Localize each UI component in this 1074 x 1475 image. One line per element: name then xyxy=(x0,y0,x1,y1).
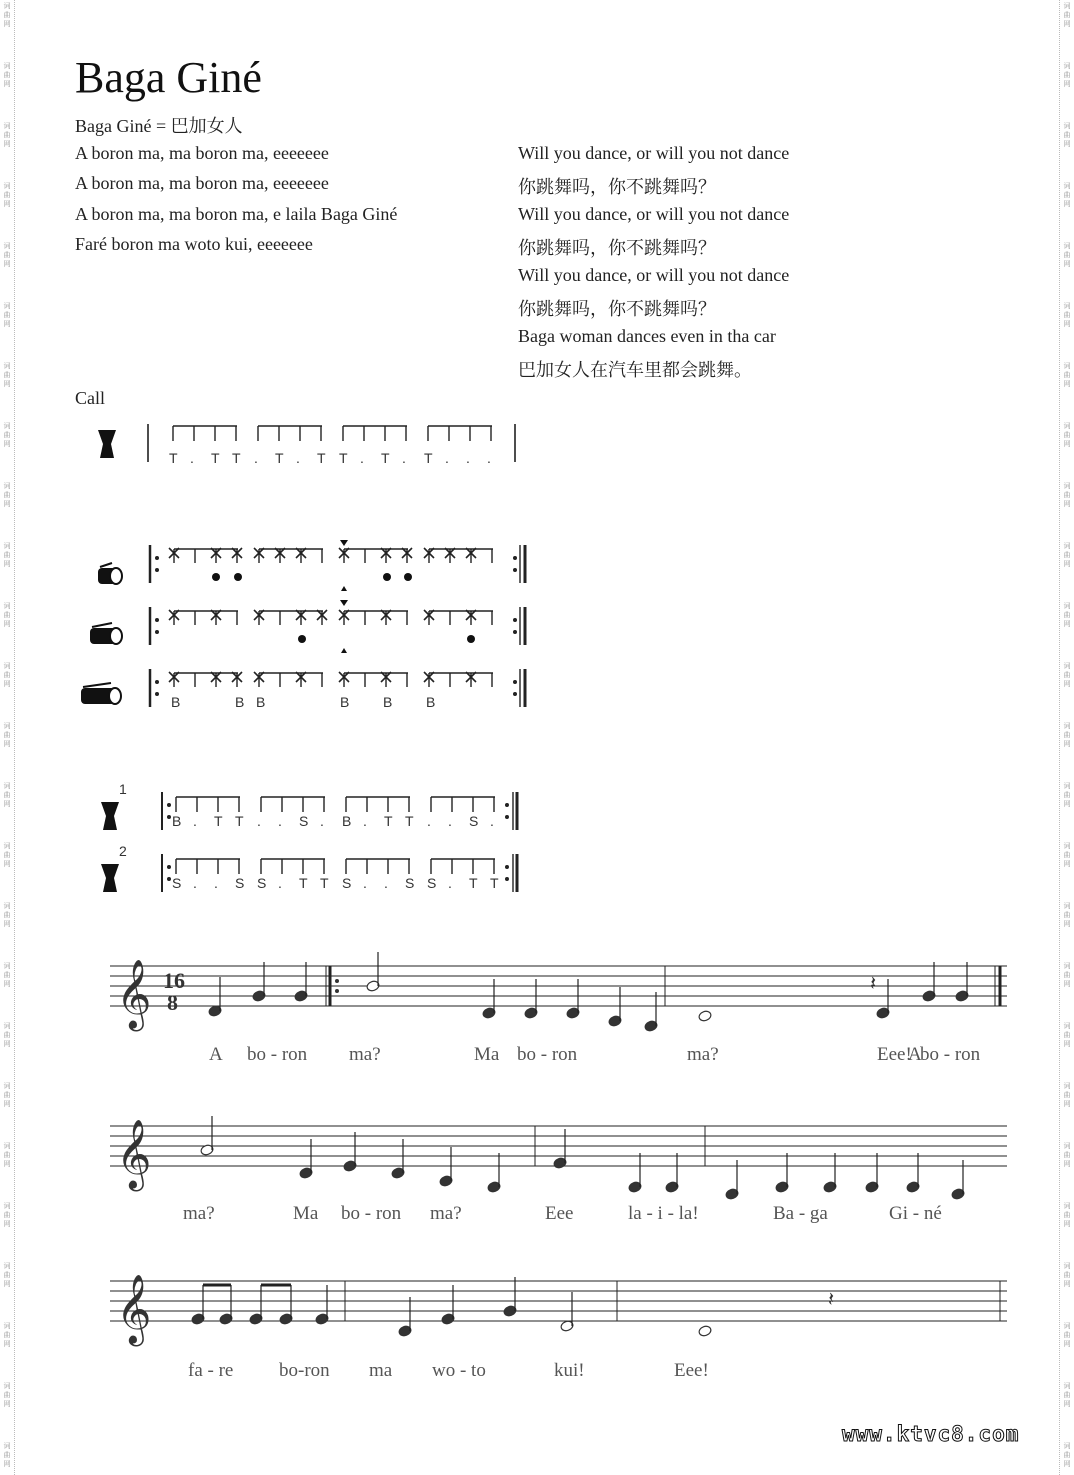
djembe2-row-stroke-label: . xyxy=(278,875,282,891)
side-mark-text: 词 曲 网 xyxy=(1063,782,1071,808)
djembe2-row-stroke-label: T xyxy=(299,875,308,891)
rest: 𝄽 xyxy=(828,1289,835,1311)
djembe2-row-stroke-label: T xyxy=(469,875,478,891)
side-mark-text: 词 曲 网 xyxy=(1063,362,1071,388)
side-mark-text: 词 曲 网 xyxy=(3,182,11,208)
djembe1-row-stroke-label: . xyxy=(257,813,261,829)
djembe1-row-stroke-label: T xyxy=(235,813,244,829)
djembe1-row-stroke-label: B xyxy=(342,813,352,829)
djembe2-row-end-dot xyxy=(505,865,509,869)
kenkeni-icon-head xyxy=(110,568,122,584)
dununba-bell-label: B xyxy=(340,694,350,710)
dundun-repeat-dot xyxy=(155,630,159,634)
dundun-repeat-dot xyxy=(155,692,159,696)
kenkeni-icon-stick xyxy=(100,563,112,567)
djembe1-row-stroke-label: . xyxy=(448,813,452,829)
dundun-end-dot xyxy=(513,556,517,560)
lyric-row-3: kui! xyxy=(554,1360,585,1381)
side-mark-text: 词 曲 网 xyxy=(3,482,11,508)
dundun-end-dot xyxy=(513,680,517,684)
lyric-row-1: A xyxy=(209,1044,223,1065)
call-stroke-label: . xyxy=(360,450,364,466)
lyric-right-8: 巴加女人在汽车里都会跳舞。 xyxy=(518,360,752,380)
side-mark-text: 词 曲 网 xyxy=(3,1142,11,1168)
djembe2-row-stroke-label: . xyxy=(384,875,388,891)
lyric-row-3: bo-ron xyxy=(279,1360,330,1381)
djembe2-row-stroke-label: S xyxy=(172,875,182,891)
lyric-row-1: bo - ron xyxy=(247,1044,308,1065)
side-mark-text: 词 曲 网 xyxy=(1063,2,1071,28)
side-mark-text: 词 曲 网 xyxy=(1063,1142,1071,1168)
side-mark-text: 词 曲 网 xyxy=(1063,722,1071,748)
call-stroke-label: . xyxy=(466,450,470,466)
side-mark-text: 词 曲 网 xyxy=(1063,962,1071,988)
rest: 𝄽 xyxy=(870,973,877,995)
repeat-dot xyxy=(335,979,339,983)
side-mark-text: 词 曲 网 xyxy=(3,1442,11,1468)
side-mark-text: 词 曲 网 xyxy=(1063,182,1071,208)
page-title: Baga Giné xyxy=(75,53,262,102)
side-mark-text: 词 曲 网 xyxy=(3,1082,11,1108)
call-stroke-label: T xyxy=(381,450,390,466)
djembe1-row-stroke-label: T xyxy=(384,813,393,829)
djembe2-row-stroke-label: S xyxy=(427,875,437,891)
dundun-repeat-dot xyxy=(155,680,159,684)
lyric-row-3: Eee! xyxy=(674,1360,709,1381)
djembe2-row-stroke-label: . xyxy=(193,875,197,891)
call-stroke-label: T xyxy=(211,450,220,466)
sangban-open-tone xyxy=(298,635,306,643)
side-mark-text: 词 曲 网 xyxy=(3,422,11,448)
watermark: www.ktvc8.com xyxy=(842,1422,1020,1446)
call-stroke-label: T xyxy=(424,450,433,466)
side-mark-text: 词 曲 网 xyxy=(3,1382,11,1408)
dununba-bell-label: B xyxy=(383,694,393,710)
side-mark-text: 词 曲 网 xyxy=(3,1322,11,1348)
side-mark-text: 词 曲 网 xyxy=(3,62,11,88)
djembe2-number: 2 xyxy=(119,843,127,859)
side-mark-text: 词 曲 网 xyxy=(3,2,11,28)
call-stroke-label: T xyxy=(339,450,348,466)
lyric-row-1: Eee! xyxy=(877,1044,912,1065)
lyric-row-1: bo - ron xyxy=(517,1044,578,1065)
djembe2-row-stroke-label: S xyxy=(342,875,352,891)
djembe1-row-stroke-label: T xyxy=(405,813,414,829)
side-mark-text: 词 曲 网 xyxy=(1063,1202,1071,1228)
kenkeni-open-tone xyxy=(212,573,220,581)
lyric-row-2: Gi - né xyxy=(889,1203,942,1224)
djembe1-number: 1 xyxy=(119,781,127,797)
djembe2-row-end-dot xyxy=(505,877,509,881)
djembe2-row-stroke-label: . xyxy=(448,875,452,891)
dundun-end-dot xyxy=(513,568,517,572)
djembe1-row-end-dot xyxy=(505,803,509,807)
staff-1-treble-clef: 𝄞 xyxy=(116,959,152,1029)
djembe2-row-stroke-label: S xyxy=(235,875,245,891)
side-mark-text: 词 曲 网 xyxy=(1063,1082,1071,1108)
djembe1-row-stroke-label: . xyxy=(193,813,197,829)
side-mark-text: 词 曲 网 xyxy=(3,962,11,988)
side-mark-text: 词 曲 网 xyxy=(3,602,11,628)
djembe1-row-stroke-label: . xyxy=(363,813,367,829)
lyric-row-3: fa - re xyxy=(188,1360,234,1381)
side-mark-text: 词 曲 网 xyxy=(1063,302,1071,328)
djembe2-icon xyxy=(101,864,119,892)
side-mark-text: 词 曲 网 xyxy=(3,1022,11,1048)
lyric-left-1: A boron ma, ma boron ma, eeeeeee xyxy=(75,143,329,163)
staff-3-treble-clef: 𝄞 xyxy=(116,1274,152,1344)
lyric-left-3: A boron ma, ma boron ma, e laila Baga Giné xyxy=(75,204,398,224)
side-mark-text: 词 曲 网 xyxy=(3,722,11,748)
dununba-bell-label: B xyxy=(171,694,181,710)
accent-marker xyxy=(341,648,347,653)
call-stroke-label: . xyxy=(296,450,300,466)
side-mark-text: 词 曲 网 xyxy=(1063,482,1071,508)
djembe1-row-stroke-label: . xyxy=(427,813,431,829)
side-mark-text: 词 曲 网 xyxy=(3,1202,11,1228)
call-stroke-label: T xyxy=(169,450,178,466)
sangban-open-tone xyxy=(467,635,475,643)
djembe1-icon xyxy=(101,802,119,830)
kenkeni-open-tone xyxy=(404,573,412,581)
staff-2-treble-clef: 𝄞 xyxy=(116,1119,152,1189)
side-mark-text: 词 曲 网 xyxy=(1063,1322,1071,1348)
dundun-end-dot xyxy=(513,630,517,634)
dununba-bell-label: B xyxy=(426,694,436,710)
side-mark-text: 词 曲 网 xyxy=(3,542,11,568)
sangban-icon-stick xyxy=(92,623,112,627)
lyric-row-1: ma? xyxy=(349,1044,381,1065)
dununba-bell-label: B xyxy=(235,694,245,710)
djembe1-row-stroke-label: . xyxy=(490,813,494,829)
djembe1-row-stroke-label: S xyxy=(469,813,479,829)
lyric-right-7: Baga woman dances even in tha car xyxy=(518,326,776,346)
kenkeni-open-tone xyxy=(383,573,391,581)
side-mark-text: 词 曲 网 xyxy=(1063,62,1071,88)
lyric-row-2: ma? xyxy=(430,1203,462,1224)
call-stroke-label: T xyxy=(275,450,284,466)
djembe2-row-repeat-dot xyxy=(167,865,171,869)
dundun-repeat-dot xyxy=(155,568,159,572)
call-stroke-label: . xyxy=(254,450,258,466)
kenkeni-open-tone xyxy=(234,573,242,581)
side-mark-text: 词 曲 网 xyxy=(1063,1442,1071,1468)
djembe2-row-stroke-label: T xyxy=(490,875,499,891)
side-mark-text: 词 曲 网 xyxy=(3,362,11,388)
whole-note xyxy=(698,1325,712,1338)
side-mark-text: 词 曲 网 xyxy=(3,782,11,808)
call-stroke-label: . xyxy=(402,450,406,466)
lyric-row-1: bo - ron xyxy=(920,1044,981,1065)
djembe2-row-stroke-label: S xyxy=(405,875,415,891)
djembe-icon xyxy=(98,430,116,458)
djembe1-row-stroke-label: . xyxy=(320,813,324,829)
lyric-row-2: la - i - la! xyxy=(628,1203,699,1224)
djembe1-row-repeat-dot xyxy=(167,815,171,819)
side-mark-text: 词 曲 网 xyxy=(1063,1022,1071,1048)
lyric-right-5: Will you dance, or will you not dance xyxy=(518,265,790,285)
lyric-left-4: Faré boron ma woto kui, eeeeeee xyxy=(75,234,313,254)
lyric-row-3: ma xyxy=(369,1360,393,1381)
call-stroke-label: . xyxy=(487,450,491,466)
call-stroke-label: . xyxy=(190,450,194,466)
lyric-row-2: Eee xyxy=(545,1203,574,1224)
side-mark-text: 词 曲 网 xyxy=(3,122,11,148)
side-mark-text: 词 曲 网 xyxy=(3,662,11,688)
lyric-row-1: Ma xyxy=(474,1044,500,1065)
side-mark-text: 词 曲 网 xyxy=(1063,542,1071,568)
lyric-right-4: 你跳舞吗，你不跳舞吗？ xyxy=(518,238,716,258)
accent-marker xyxy=(341,586,347,591)
lyric-row-2: Ba - ga xyxy=(773,1203,828,1224)
djembe2-row-stroke-label: T xyxy=(320,875,329,891)
djembe1-row-stroke-label: T xyxy=(214,813,223,829)
djembe2-row-repeat-dot xyxy=(167,877,171,881)
side-mark-text: 词 曲 网 xyxy=(3,842,11,868)
lyric-row-2: bo - ron xyxy=(341,1203,402,1224)
side-mark-text: 词 曲 网 xyxy=(1063,1262,1071,1288)
whole-note xyxy=(698,1010,712,1023)
djembe1-row-stroke-label: B xyxy=(172,813,182,829)
djembe2-row-stroke-label: S xyxy=(257,875,267,891)
side-mark-text: 词 曲 网 xyxy=(1063,602,1071,628)
accent-marker xyxy=(340,600,348,606)
call-stroke-label: T xyxy=(317,450,326,466)
side-mark-text: 词 曲 网 xyxy=(1063,902,1071,928)
lyric-right-2: 你跳舞吗，你不跳舞吗？ xyxy=(518,177,716,197)
side-mark-text: 词 曲 网 xyxy=(1063,242,1071,268)
side-mark-text: 词 曲 网 xyxy=(3,902,11,928)
lyric-row-2: Ma xyxy=(293,1203,319,1224)
lyric-row-3: wo - to xyxy=(432,1360,486,1381)
side-mark-text: 词 曲 网 xyxy=(3,302,11,328)
dundun-repeat-dot xyxy=(155,556,159,560)
side-mark-text: 词 曲 网 xyxy=(1063,422,1071,448)
djembe1-row-stroke-label: . xyxy=(278,813,282,829)
side-mark-text: 词 曲 网 xyxy=(3,1262,11,1288)
side-mark-text: 词 曲 网 xyxy=(3,242,11,268)
side-mark-text: 词 曲 网 xyxy=(1063,842,1071,868)
call-label: Call xyxy=(75,388,105,408)
dununba-bell-label: B xyxy=(256,694,266,710)
side-mark-text: 词 曲 网 xyxy=(1063,662,1071,688)
lyric-row-1: A xyxy=(908,1044,922,1065)
repeat-dot xyxy=(335,989,339,993)
djembe1-row-end-dot xyxy=(505,815,509,819)
accent-marker xyxy=(340,540,348,546)
djembe2-row-stroke-label: . xyxy=(214,875,218,891)
call-stroke-label: . xyxy=(445,450,449,466)
lyric-right-6: 你跳舞吗，你不跳舞吗？ xyxy=(518,299,716,319)
dundun-end-dot xyxy=(513,618,517,622)
time-sig-top: 16 xyxy=(163,968,185,993)
subtitle: Baga Giné = 巴加女人 xyxy=(75,116,243,136)
djembe2-row-stroke-label: . xyxy=(363,875,367,891)
djembe1-row-stroke-label: S xyxy=(299,813,309,829)
dununba-icon-stick xyxy=(83,683,111,687)
lyric-row-2: ma? xyxy=(183,1203,215,1224)
dundun-end-dot xyxy=(513,692,517,696)
call-stroke-label: T xyxy=(232,450,241,466)
sangban-icon-head xyxy=(110,628,122,644)
djembe1-row-repeat-dot xyxy=(167,803,171,807)
side-mark-text: 词 曲 网 xyxy=(1063,122,1071,148)
lyric-right-1: Will you dance, or will you not dance xyxy=(518,143,790,163)
side-mark-text: 词 曲 网 xyxy=(1063,1382,1071,1408)
lyric-row-1: ma? xyxy=(687,1044,719,1065)
lyric-right-3: Will you dance, or will you not dance xyxy=(518,204,790,224)
dundun-repeat-dot xyxy=(155,618,159,622)
lyric-left-2: A boron ma, ma boron ma, eeeeeee xyxy=(75,173,329,193)
time-sig-bottom: 8 xyxy=(167,990,178,1015)
dununba-icon-head xyxy=(109,688,121,704)
